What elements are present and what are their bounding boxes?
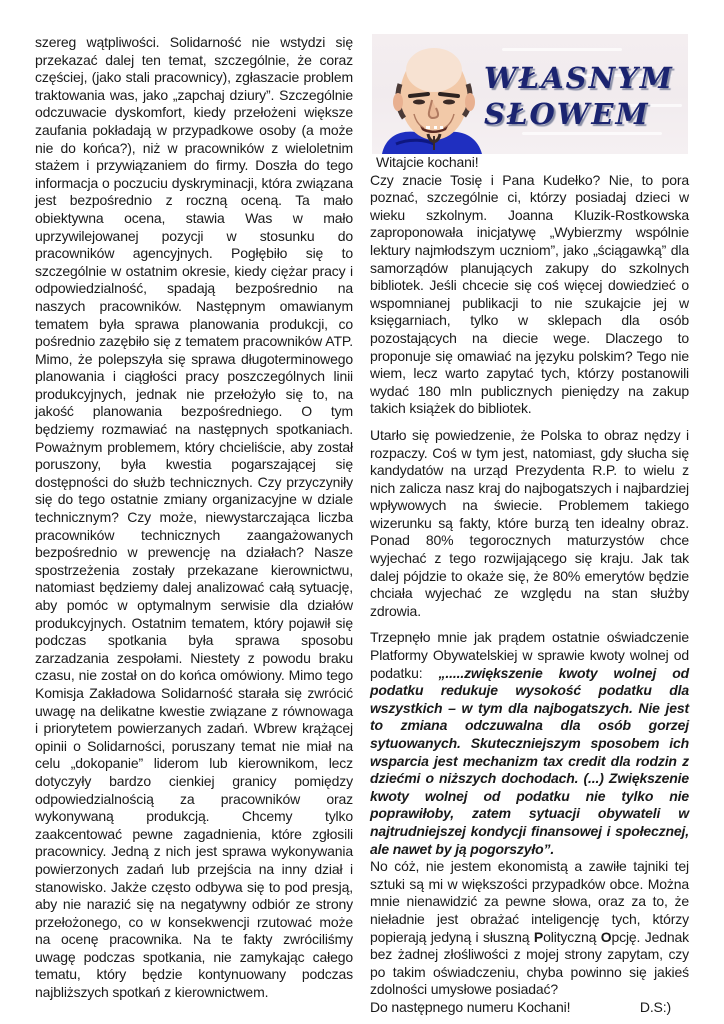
paragraph-polska: Utarło się powiedzenie, że Polska to obraz nędzy i rozpaczy. Coś w tym jest, natomiast, gdy słucha się kandydatów na urząd Prezydenta R.P. to wielu z nich zalicza nasz kraj do najbogatszych i najbardziej wpływowych na świecie. Problemem takiego wizerunku są fakty, które burzą ten idealny obraz. Ponad 80% tegorocznych maturzystów chce wyjechać z tego rozwijającego się kraju. Jak tak dalej pójdzie to okaże się, że 80% emerytów będzie chciała wyjechać ze względu na stan służby zdrowia.	[370, 426, 689, 619]
signoff-author: D.S:)	[639, 998, 671, 1015]
header-image-wlasnym-slowem	[372, 34, 688, 154]
left-column	[35, 34, 353, 1002]
signoff-text: Do następnego numeru Kochani!	[370, 998, 571, 1015]
header-title-line2: SŁOWEM	[484, 97, 650, 131]
paragraph-platforma-intro: Trzepnęło mnie jak prądem ostatnie oświadczenie Platformy Obywatelskiej w sprawie kwoty wolnej od podatku:	[370, 629, 689, 681]
quote-platforma: „.....zwiększenie kwoty wolnej od podatku redukuje wysokość podatku dla wszystkich – w tym dla najbogatszych. Nie jest to zmiana odczuwalna dla osób gorzej sytuowanych. Skuteczniejszym sposobem ich wsparcia jest mechanizm tax credit dla rodzin z dziećmi o niższych dochodach. (...) Zwiększenie kwoty wolnej od podatku nie tylko nie poprawiłoby, zatem sytuacji obywateli w najtrudniejszej kondycji finansowej i społecznej, ale nawet by ją pogorszyło”.	[370, 664, 689, 857]
right-column	[370, 34, 689, 1017]
paragraph-komentarz-text: No cóż, nie jestem ekonomistą a zawiłe tajniki tej sztuki są mi w większości przypadków obce. Można mnie nienawidzić za pewne słowa, oraz za to, że nieładnie jest obrażać inteligencję tych, którzy popierają jedyną i słuszną	[370, 858, 689, 945]
greeting: Witajcie kochani!	[376, 154, 479, 170]
signoff	[370, 999, 689, 1017]
caricature-icon	[376, 40, 488, 154]
paragraph-komentarz-text: pcję. Jednak bez żadnej złośliwości z mojej strony zapytam, czy po takim oświadczeniu, chyba powinno się jakieś zdolności umysłowe posiadać?	[370, 928, 689, 998]
highlight-letter-p: P	[533, 928, 544, 945]
header-title	[484, 60, 674, 132]
header-title-line1: WŁASNYM	[484, 61, 674, 95]
highlight-letter-o: O	[600, 928, 612, 945]
paragraph-komentarz-text: olityczną	[543, 928, 601, 945]
paragraph-platforma	[370, 629, 689, 858]
left-column-paragraph: szereg wątpliwości. Solidarność nie wstydzi się przekazać dalej ten temat, szczególnie, że coraz częściej, (jako stali pracownicy), zgłaszacie problem traktowania was, jako „zapchaj dziury”. Szczególnie odczuwacie dyskomfort, kiedy przełożeni większe zaufania pokładają w przypadkowe osoby (a może nie do końca?), niż w pracowników z wieloletnim stażem i przywiązaniem do firmy. Doszła do tego informacja o poczuciu dyskryminacji, która związana jest bezpośrednio z roczną oceną. Ta mało obiektywna ocena, stawia Was w mało uprzywilejowanej pozycji w stosunku do pracowników agencyjnych. Pogłębiło się to szczególnie w ostatnim okresie, kiedy ciężar pracy i odpowiedzialność, spadają bezpośrednio na naszych pracowników. Następnym omawianym tematem była sprawa planowania produkcji, co pośrednio zazębiło się z tematem pracowników ATP. Mimo, że polepszyła się sprawa długoterminowego planowania i ciągłości pracy poszczególnych linii produkcyjnych, jednak nie przełożyło się to, na jakość planowania bezpośredniego. O tym będziemy rozmawiać na następnych spotkaniach. Poważnym problemem, który chcieliście, aby został poruszony, była kwestia pogarszającej się dostępności do służb technicznych. Czy przyczyniły się do tego ostatnie zmiany organizacyjne w dziale technicznym? Czy może, niewystarczająca liczba pracowników technicznych zaangażowanych bezpośrednio w prewencję na działach? Nasze spostrzeżenia zostały przekazane kierownictwu, natomiast będziemy dalej analizować całą sytuację, aby pomóc w optymalnym serwisie dla działów produkcyjnych. Ostatnim tematem, który pojawił się podczas spotkania była sprawa sposobu zarzadzania zespołami. Niestety z powodu braku czasu, nie został on do końca omówiony. Mimo tego Komisja Zakładowa Solidarność starała się zwrócić uwagę na delikatne kwestie związane z równowaga i priorytetem powierzanych zadań. Wbrew krążącej opinii o Solidarności, poruszany temat nie miał na celu „dokopanie” liderom lub kierownikom, lecz dotyczyły bardzo cienkiej granicy pomiędzy odpowiedzialnością za pracowników oraz wykonywaną produkcją. Chcemy tylko zaakcentować pewne zagadnienia, które zgłosili pracownicy. Jedną z nich jest sprawa wykonywania powierzonych zadań lub przejścia na inny dział i stanowisko. Jakże często odbywa się to pod presją, aby nie narazić się na negatywny odbiór ze strony przełożonego, co w konsekwencji rzutować może na ocenę pracownika. Na te fakty zwróciliśmy uwagę podczas spotkania, nie zamykając całego tematu, który będzie kontynuowany podczas najbliższych spotkań z kierownictwem.	[35, 34, 353, 1001]
paragraph-komentarz	[370, 858, 689, 999]
paragraph-lektury: Czy znacie Tosię i Pana Kudełko? Nie, to pora poznać, szczególnie ci, którzy posiadaj dzieci w wieku szkolnym. Joanna Kluzik-Rostkowska zaproponowała inicjatywę „Wybierzmy wspólnie lektury najmłodszym uczniom”, jako „ściągawką” dla samorządów planujących zakupy do szkolnych bibliotek. Jeśli chcecie się coś więcej dowiedzieć o wspomnianej publikacji to nie szukajcie jej w księgarniach, tylko w sklepach dla osób pozostających na diecie wege. Dlaczego to proponuje się omawiać na języku polskim? Tego nie wiem, lecz warto zapytać tych, którzy postanowili wydać 180 mln publicznych pieniędzy na zakup takich książek do bibliotek.	[370, 171, 689, 417]
